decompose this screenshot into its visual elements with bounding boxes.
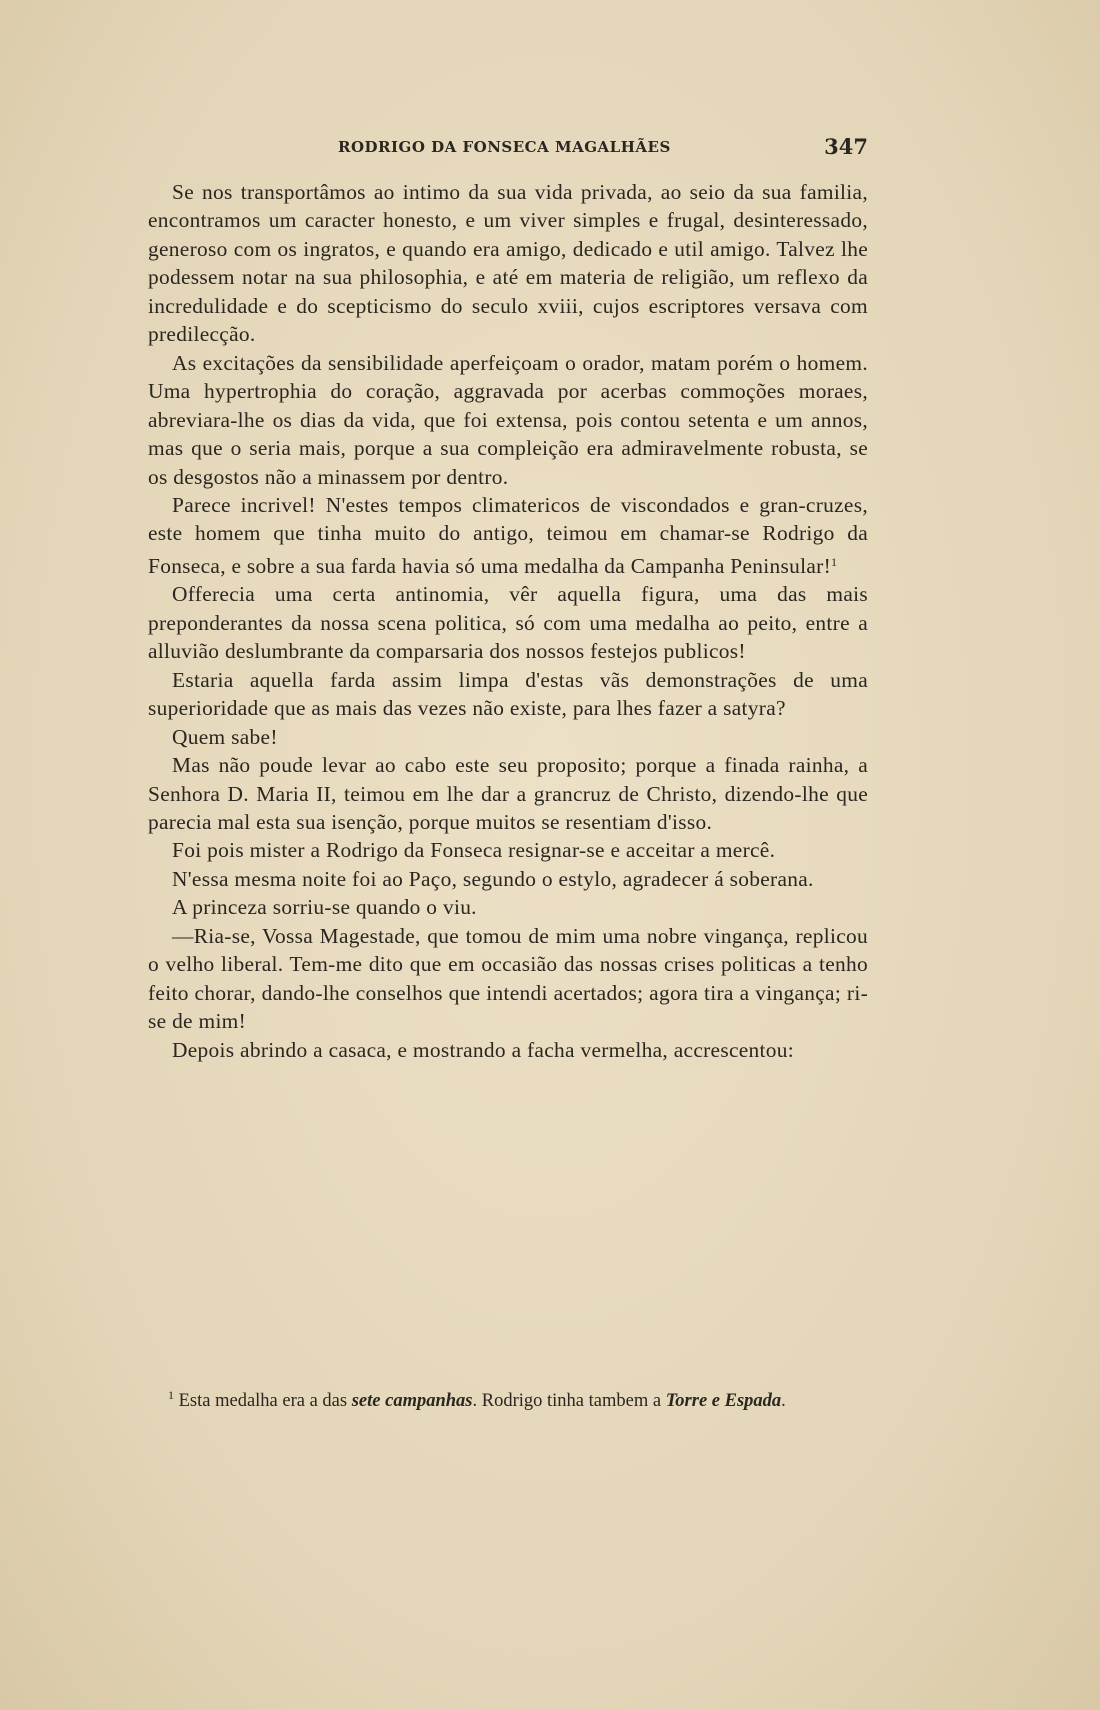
footnote-text-c: .: [781, 1391, 786, 1411]
paragraph: Estaria aquella farda assim limpa d'estas vãs demonstrações de uma superioridade que as mais das vezes não existe, para lhes fazer a satyra?: [148, 667, 868, 721]
footnote-italic-a: sete campanhas: [351, 1391, 473, 1411]
paragraph: Mas não poude levar ao cabo este seu proposito; porque a finada rainha, a Senhora D. Maria II, teimou em lhe dar a grancruz de Christo, dizendo-lhe que parecia mal esta sua isenção, porque muitos se resentiam d'isso.: [148, 753, 868, 834]
paragraph: Offerecia uma certa antinomia, vêr aquella figura, uma das mais preponderantes da nossa scena politica, só com uma medalha ao peito, entre a alluvião deslumbrante da comparsaria dos nossos festejos publicos!: [148, 582, 868, 664]
paragraph: N'essa mesma noite foi ao Paço, segundo o estylo, agradecer á soberana.: [172, 866, 814, 891]
footnote-italic-b: Torre e Espada: [665, 1391, 782, 1411]
paragraph: Foi pois mister a Rodrigo da Fonseca resignar-se e acceitar a mercê.: [172, 838, 776, 863]
footnote-marker: 1: [168, 1388, 174, 1402]
dialogue-paragraph: —Ria-se, Vossa Magestade, que tomou de mim uma nobre vingança, replicou o velho liberal. Tem-me dito que em occasião das nossas crises politicas a tenho feito chorar, dando-lhe conselhos que intendi acertados; agora tira a vingança; ri-se de mim!: [148, 923, 868, 1034]
paragraph-text: Parece incrivel! N'estes tempos climatericos de viscondados e gran-cruzes, este homem que tinha muito do antigo, teimou em chamar-se Rodrigo da Fonseca, e sobre a sua farda havia só uma medalha da Campanha Peninsular!: [148, 492, 868, 578]
paragraph: As excitações da sensibilidade aperfeiçoam o orador, matam porém o homem. Uma hypertrophia do coração, aggravada por acerbas commoções moraes, abreviara-lhe os dias da vida, que foi extensa, pois contou setenta e um annos, mas que o seria mais, porque a sua compleição era admiravelmente robusta, se os desgostos não a minassem por dentro.: [148, 350, 868, 489]
footnote-text-a: Esta medalha era a das: [178, 1391, 352, 1411]
page-header: [148, 134, 868, 168]
paragraph: Quem sabe!: [172, 724, 278, 749]
paragraph: Depois abrindo a casaca, e mostrando a facha vermelha, accrescentou:: [172, 1037, 795, 1062]
paragraph: A princeza sorriu-se quando o viu.: [172, 895, 477, 920]
paragraph-with-footnote: [148, 491, 868, 580]
running-title: RODRIGO DA FONSECA MAGALHÃES: [338, 138, 671, 156]
body-text: [148, 178, 868, 1064]
footnote-reference: 1: [831, 554, 838, 569]
footnote: [148, 1382, 868, 1415]
page-number: 347: [824, 134, 868, 159]
footnote-text-b: . Rodrigo tinha tambem a: [472, 1391, 666, 1411]
paragraph: Se nos transportâmos ao intimo da sua vida privada, ao seio da sua familia, encontramos um caracter honesto, e um viver simples e frugal, desinteressado, generoso com os ingratos, e quando era amigo, dedicado e util amigo. Talvez lhe podessem notar na sua philosophia, e até em materia de religião, um reflexo da incredulidade e do scepticismo do seculo xviii, cujos escriptores versava com predilecção.: [148, 180, 868, 347]
